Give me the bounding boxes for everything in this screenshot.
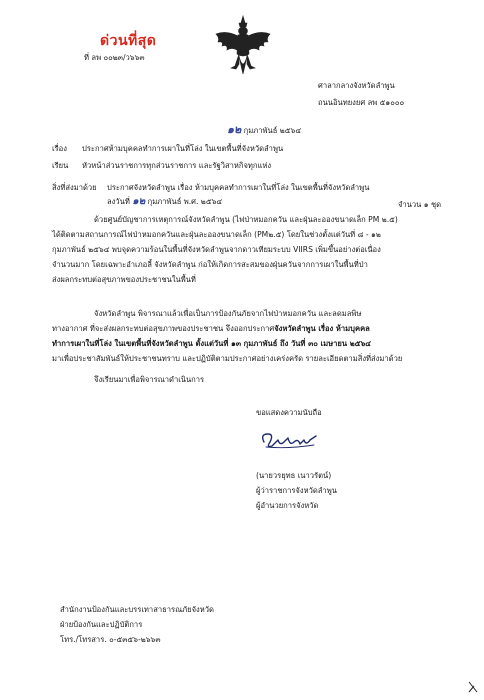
enclosure-date-rest: กุมภาพันธ์ พ.ศ. ๒๕๖๔: [147, 197, 223, 206]
date-month-year: กุมภาพันธ์ ๒๕๖๔: [243, 126, 302, 135]
enclosure-handwritten-day: ๑๒: [132, 196, 146, 207]
signatory-position1: ผู้ว่าราชการจังหวัดลำพูน: [256, 486, 337, 495]
margin-check-mark-icon: [468, 680, 478, 694]
document-date: [227, 124, 301, 136]
enclosure-date-label: ลงวันที่: [107, 197, 130, 206]
footer-office: สำนักงานป้องกันและบรรเทาสาธารณภัยจังหวัด: [60, 605, 214, 614]
signatory-name: (นายวรยุทธ เนาวรัตน์): [256, 471, 332, 480]
urgency-heading: ด่วนที่สุด: [100, 33, 157, 49]
document-number: ที่ ลพ ๐๐๒๓/ว๖๖๓: [84, 53, 145, 62]
enclosure-count: จำนวน ๑ ชุด: [398, 200, 442, 209]
paragraph2-line2-bold: จังหวัดลำพูน เรื่อง ห้ามบุคคล: [274, 324, 370, 333]
enclosure-label: สิ่งที่ส่งมาด้วย: [52, 183, 97, 192]
paragraph1-line1: ด้วยศูนย์บัญชาการเหตุการณ์จังหวัดลำพูน (ไฟป่าหมอกควัน และฝุ่นละอองขนาดเล็ก PM ๒.๕): [94, 215, 398, 224]
signatory-position2: ผู้อำนวยการจังหวัด: [256, 501, 319, 510]
handwritten-signature-icon: [258, 428, 320, 454]
closing-request: จึงเรียนมาเพื่อพิจารณาดำเนินการ: [94, 375, 205, 384]
footer-phone: โทร./โทรสาร. ๐-๕๓๕๖-๒๖๖๓: [60, 635, 161, 644]
enclosure-line1: ประกาศจังหวัดลำพูน เรื่อง ห้ามบุคคลทำการเผาในที่โล่ง ในเขตพื้นที่จังหวัดลำพูน: [107, 183, 370, 192]
handwritten-day: ๑๒: [227, 123, 242, 136]
paragraph2-line2-text: ทางอากาศ ที่จะส่งผลกระทบต่อสุขภาพของประชาชน จึงออกประกาศ: [52, 324, 275, 333]
recipient-label: เรียน: [52, 161, 69, 170]
footer-division: ฝ่ายป้องกันและปฏิบัติการ: [60, 620, 143, 629]
subject-text: ประกาศห้ามบุคคลทำการเผาในที่โล่ง ในเขตพื้นที่จังหวัดลำพูน: [82, 144, 284, 153]
sender-address-line1: ศาลากลางจังหวัดลำพูน: [318, 81, 395, 90]
paragraph1-line4: จำนวนมาก โดยเฉพาะอำเภอลี้ จังหวัดลำพูน ก่อให้เกิดการสะสมของฝุ่นควันจากการเผาในพื้นที่ป่า: [52, 260, 368, 269]
paragraph2-line2: [52, 323, 370, 334]
garuda-emblem-icon: [212, 14, 274, 86]
recipient-text: หัวหน้าส่วนราชการทุกส่วนราชการ และรัฐวิสาหกิจทุกแห่ง: [82, 161, 272, 170]
paragraph1-line2: ได้ติดตามสถานการณ์ไฟป่าหมอกควันและฝุ่นละอองขนาดเล็ก (PM๒.๕) โดยในช่วงตั้งแต่วันที่ ๘ - ๑๒: [52, 230, 381, 239]
subject-label: เรื่อง: [52, 144, 67, 153]
paragraph1-line3: กุมภาพันธ์ ๒๕๖๔ พบจุดความร้อนในพื้นที่จังหวัดลำพูนจากดาวเทียมระบบ VIIRS เพิ่มขึ้นอย่างต่อเนื่อง: [52, 245, 381, 254]
paragraph2-line1: จังหวัดลำพูน พิจารณาแล้วเพื่อเป็นการป้องกันภัยจากไฟป่าหมอกควัน และลดมลพิษ: [94, 309, 362, 318]
paragraph2-line4: มาเพื่อประชาสัมพันธ์ให้ประชาชนทราบ และปฏิบัติตามประกาศอย่างเคร่งครัด รายละเอียดตามสิ่งที่ส่งมาด้วย: [52, 354, 403, 363]
paragraph2-line3: ทำการเผาในที่โล่ง ในเขตพื้นที่จังหวัดลำพูน ตั้งแต่วันที่ ๑๓ กุมภาพันธ์ ถึง วันที่ ๓๐ เมษายน ๒๕๖๔: [52, 339, 372, 348]
paragraph1-line5: ส่งผลกระทบต่อสุขภาพของประชาชนในพื้นที่: [52, 275, 196, 284]
sender-address-line2: ถนนอินทยงยศ ลพ ๕๑๐๐๐: [318, 98, 405, 107]
closing-salutation: ขอแสดงความนับถือ: [256, 408, 322, 417]
enclosure-line2: [107, 196, 222, 207]
